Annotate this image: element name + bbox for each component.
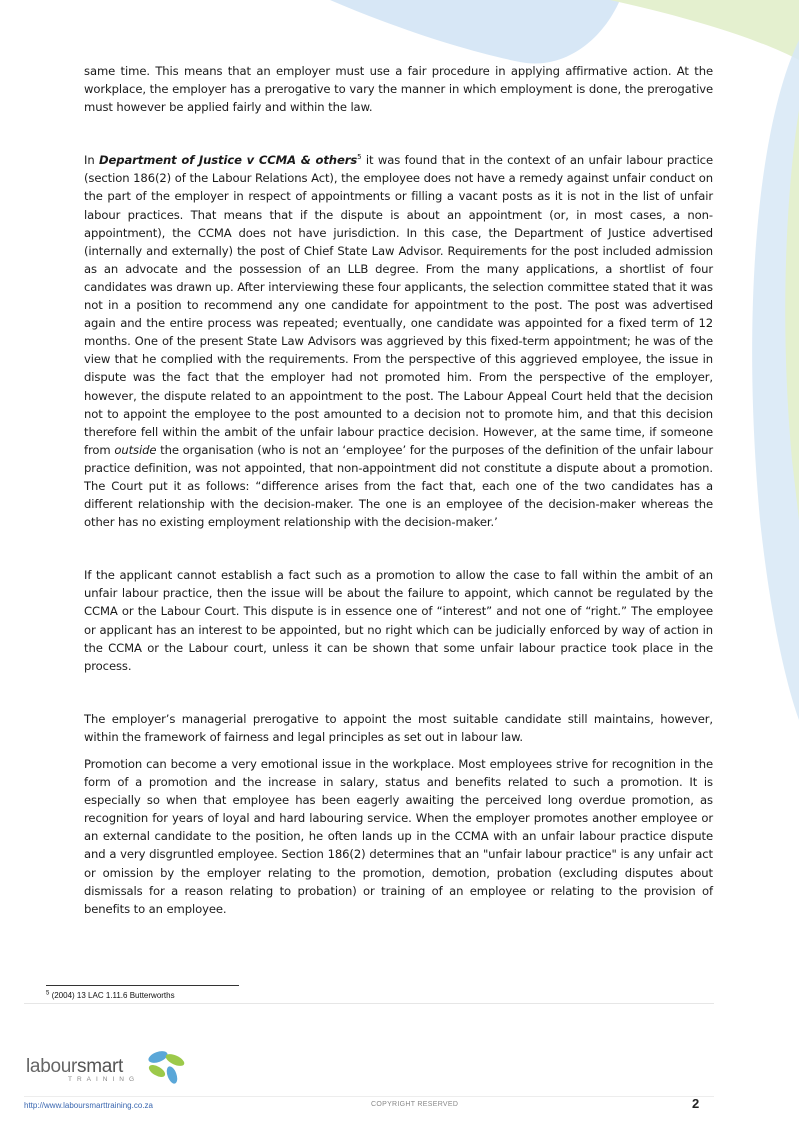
footnote-text: (2004) 13 LAC 1.11.6 Butterworths	[49, 991, 175, 1000]
footnote	[46, 991, 175, 1000]
paragraph-3: If the applicant cannot establish a fact such as a promotion to allow the case to fall within the ambit of an unfair labour practice, then the issue will be about the failure to appoint, which cannot be regulated by the CCMA or the Labour Court. This dispute is in essence one of “interest” and not one of “right.” The employee or applicant has an interest to be appointed, but no right which can be judicially enforced by way of action in the CCMA or the Labour court, unless it can be shown that some unfair labour practice took place in the process.	[84, 568, 713, 673]
deco-blue-curve	[752, 40, 799, 720]
logo-pinwheel-icon	[144, 1048, 188, 1084]
paragraph-1: same time. This means that an employer must use a fair procedure in applying affirmative action. At the workplace, the employer has a prerogative to vary the manner in which employment is done, the prerogative must however be applied fairly and within the law.	[84, 64, 713, 115]
deco-green-wave	[610, 0, 799, 60]
paragraph-2-intro: In	[84, 153, 99, 168]
footnote-separator	[46, 985, 239, 986]
paragraph-4: The employer’s managerial prerogative to appoint the most suitable candidate still maintains, however, within the framework of fairness and legal principles as set out in labour law.	[84, 711, 713, 744]
footnote-reference[interactable]: 5	[357, 153, 362, 162]
logo-subtitle: TRAINING	[68, 1076, 140, 1083]
logo-word-labour: labour	[26, 1056, 78, 1077]
laboursmart-logo	[26, 1048, 176, 1088]
copyright-notice: COPYRIGHT RESERVED	[371, 1101, 459, 1108]
document-body	[84, 62, 713, 918]
deco-blue-wave	[330, 0, 620, 63]
paragraph-2-text-a: it was found that in the context of an unfair labour practice (section 186(2) of the Labour Relations Act), the employee does not have a remedy against unfair conduct on the part of the employer in respect of appointments or filling a vacant posts as it is not in the list of unfair labour practices. That means that if the dispute is about an appointment (or, in most cases, a non-appointment), the CCMA does not have jurisdiction. In this case, the Department of Justice advertised (internally and externally) the post of Chief State Law Advisor. Requirements for the post included admission as an advocate and the possession of an LLB degree. From the many applications, a shortlist of four candidates was drawn up. After interviewing these four applicants, the selection committee stated that it was not in a position to recommend any one candidate for appointment to the post. The post was advertised again and the entire process was repeated; eventually, one candidate was appointed for a fixed term of 12 months. One of the present State Law Advisors was aggrieved by this fixed-term appointment; he was of the view that he complied with the requirements. From the perspective of this aggrieved employee, the issue in dispute was the fact that the employer had not promoted him. From the perspective of the employer, however, the dispute related to an appointment to the post. The Labour Appeal Court held that the decision not to appoint the employee to the post amounted to a decision not to promote him, and that this decision therefore fell within the ambit of the unfair labour practice decision. However, at the same time, if someone from	[84, 153, 713, 457]
paragraph-5: Promotion can become a very emotional issue in the workplace. Most employees strive for recognition in the form of a promotion and the increase in salary, status and benefits related to such a promotion. It is especially so when that employee has been eagerly awaiting the perceived long overdue promotion, as recognition for years of loyal and hard labouring service. When the employer promotes another employee or an external candidate to the position, he often lands up in the CCMA with an unfair labour practice dispute and a very disgruntled employee. Section 186(2) determines that an "unfair labour practice" is any unfair act or omission by the employer relating to the promotion, demotion, probation (excluding disputes about dismissals for a reason relating to probation) or training of an employee or relating to the provision of benefits to an employee.	[84, 757, 713, 916]
footnote-number: 5	[46, 990, 50, 997]
case-name: Department of Justice v CCMA & others	[98, 153, 358, 168]
footer-top-divider	[24, 1003, 714, 1004]
paragraph-2	[84, 151, 713, 531]
paragraph-2-text-b: the organisation (who is not an ‘employee’ for the purposes of the definition of the unfair labour practice definition, was not appointed, that non-appointment did not constitute a dispute about a promotion. The Court put it as follows: “difference arises from the fact that, each one of the two candidates has a different relationship with the decision-maker. The one is an employee of the decision-maker whereas the other has no existing employment relationship with the decision-maker.’	[84, 442, 713, 530]
page-number: 2	[692, 1096, 700, 1111]
logo-word-smart: smart	[77, 1056, 124, 1077]
logo-wordmark	[26, 1056, 123, 1078]
emphasis-outside: outside	[114, 442, 157, 457]
footer-website-link[interactable]: http://www.laboursmarttraining.co.za	[24, 1101, 153, 1110]
deco-green-curve	[785, 110, 799, 520]
footer-divider	[24, 1096, 714, 1097]
